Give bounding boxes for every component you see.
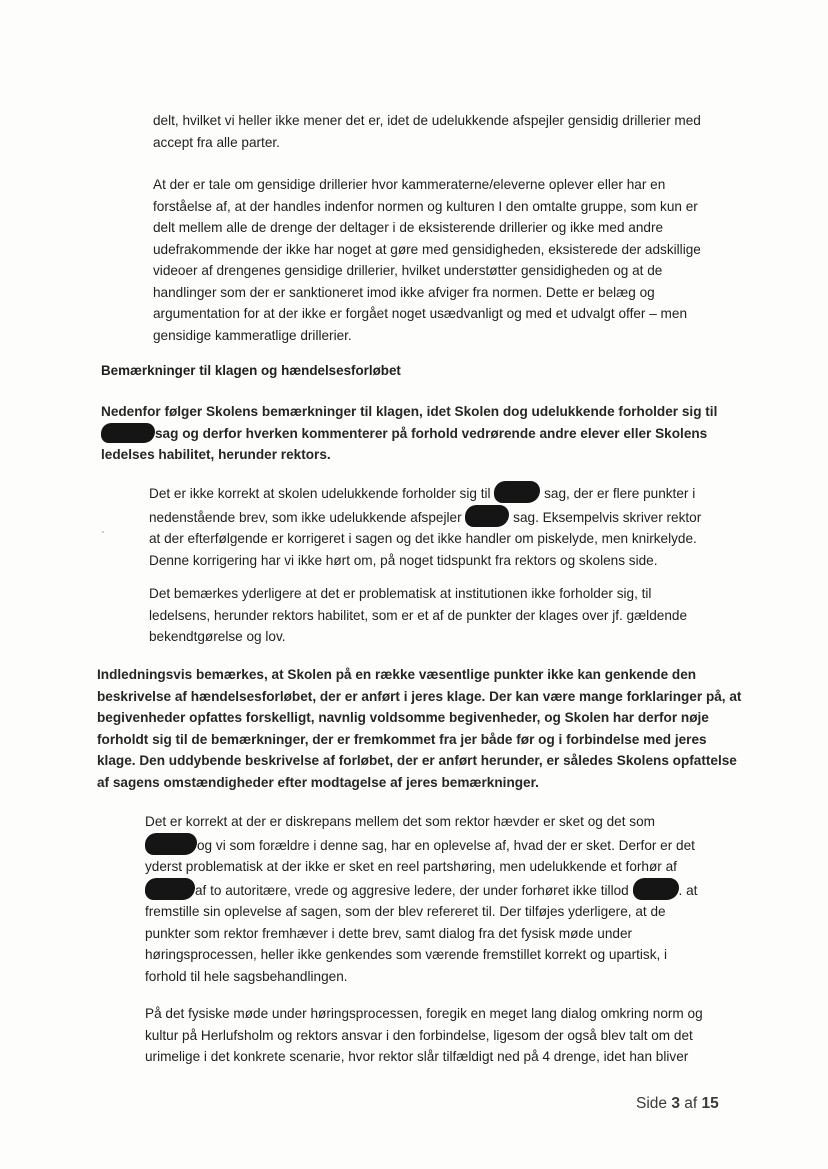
- scan-speck: [102, 531, 104, 533]
- text-line: Indledningsvis bemærkes, at Skolen på en række væsentlige punkter ikke kan genkende den: [97, 667, 697, 682]
- redaction-mark: [145, 833, 197, 855]
- text-line: yderst problematisk at der ikke er sket en reel partshøring, men udelukkende et forhør af: [145, 859, 677, 874]
- text-line: at der efterfølgende er korrigeret i sagen og det ikke handler om piskelyde, men knirkelyde.: [149, 531, 697, 546]
- text-fragment: sag. Eksempelvis skriver rektor: [513, 509, 702, 525]
- text-line: forståelse af, at der handles indenfor normen og kulturen I den omtalte gruppe, som kun er: [153, 198, 698, 214]
- text-fragment: og vi som forældre i denne sag, har en oplevelse af, hvad der er sket. Derfor er det: [197, 837, 695, 853]
- paragraph-8: [145, 1003, 703, 1068]
- redaction-mark: [101, 423, 155, 443]
- text-line: Nedenfor følger Skolens bemærkninger til klagen, idet Skolen dog udelukkende forholder sig til: [101, 404, 718, 419]
- text-fragment: Det er ikke korrekt at skolen udelukkende forholder sig til: [149, 486, 491, 501]
- text-line: [149, 481, 701, 505]
- paragraph-1: [153, 110, 701, 153]
- paragraph-6: [97, 664, 741, 793]
- text-line: ledelsens, herunder rektors habilitet, som er et af de punkter der klages over jf. gældende: [149, 607, 688, 623]
- text-line: Det er korrekt at der er diskrepans mellem det som rektor hævder er sket og det som: [145, 814, 655, 829]
- text-line: argumentation for at der ikke er forgået noget usædvanligt og med et udvalgt offer – men: [153, 306, 687, 321]
- text-line: begivenheder opfattes forskelligt, navnlig voldsomme begivenheder, og Skolen har derfor nøje: [97, 710, 709, 725]
- text-fragment: sag, der er flere punkter i: [544, 486, 696, 501]
- text-line: høringsprocessen, heller ikke genkendes som værende fremstillet korrekt og upartisk, i: [145, 947, 668, 962]
- text-line: bekendtgørelse og lov.: [149, 629, 286, 644]
- text-line: forholdt sig til de bemærkninger, der er fremkommet fra jer både før og i forbindelse med jeres: [97, 731, 707, 747]
- text-fragment: . at: [678, 882, 698, 898]
- text-fragment: nedenstående brev, som ikke udelukkende afspejler: [149, 509, 462, 525]
- page-number: [636, 1095, 719, 1113]
- paragraph-3: [101, 401, 717, 466]
- text-line: Det bemærkes yderligere at det er problematisk at institutionen ikke forholder sig, til: [149, 586, 652, 601]
- text-line: [145, 878, 697, 902]
- redaction-mark: [145, 878, 195, 900]
- text-line: gensidige kammeratlige drillerier.: [153, 327, 352, 343]
- redaction-mark: [633, 878, 679, 900]
- text-line: [149, 505, 701, 529]
- text-line: På det fysiske møde under høringsprocessen, foregik en meget lang dialog omkring norm og: [145, 1006, 703, 1021]
- text-line: forhold til hele sagsbehandlingen.: [145, 968, 348, 984]
- paragraph-5: [149, 583, 687, 648]
- redaction-mark: [494, 481, 540, 503]
- text-line: handlinger som der er sanktioneret imod ikke afviger fra normen. Dette er belæg og: [153, 284, 655, 300]
- paragraph-4: [149, 481, 701, 571]
- paragraph-7: [145, 811, 697, 987]
- text-line: ledelses habilitet, herunder rektors.: [101, 447, 331, 462]
- text-line: urimelige i det konkrete scenarie, hvor rektor slår tilfældigt ned på 4 drenge, idet han bliver: [145, 1049, 689, 1064]
- text-line: videoer af drengenes gensidige drillerier, hvilket understøtter gensidigheden og at de: [153, 263, 663, 278]
- redaction-mark: [465, 505, 509, 527]
- text-fragment: af to autoritære, vrede og aggresive ledere, der under forhøret ikke tillod: [195, 882, 629, 898]
- text-fragment: sag og derfor hverken kommenterer på forhold vedrørende andre elever eller Skolens: [155, 425, 708, 441]
- section-heading: Bemærkninger til klagen og hændelsesforløbet: [101, 363, 401, 378]
- text-line: [101, 423, 717, 445]
- text-line: fremstille sin oplevelse af sagen, som der blev refereret til. Der tilføjes yderligere, at de: [145, 904, 666, 919]
- text-line: klage. Den uddybende beskrivelse af forløbet, der er anført herunder, er således Skolens opfattelse: [97, 753, 737, 768]
- total-pages: 15: [701, 1095, 719, 1112]
- text-line: At der er tale om gensidige drillerier hvor kammeraterne/eleverne oplever eller har en: [153, 177, 666, 192]
- text-line: [145, 833, 697, 857]
- text-line: kultur på Herlufsholm og rektors ansvar i den forbindelse, ligesom der også blev talt om det: [145, 1027, 693, 1043]
- current-page: 3: [671, 1095, 680, 1112]
- text-line: Denne korrigering har vi ikke hørt om, på noget tidspunkt fra rektors og skolens side.: [149, 552, 658, 568]
- text-line: punkter som rektor fremhæver i dette brev, samt dialog fra det fysisk møde under: [145, 925, 633, 941]
- text-line: af sagens omstændigheder efter modtagelse af jeres bemærkninger.: [97, 774, 539, 790]
- text-line: delt, hvilket vi heller ikke mener det er, idet de udelukkende afspejler gensidig drillerier med: [153, 113, 701, 128]
- text-line: udefrakommende der ikke har noget at gøre med gensidigheden, eksisterede der adskillige: [153, 241, 701, 257]
- of-label: af: [684, 1095, 698, 1112]
- text-line: accept fra alle parter.: [153, 134, 280, 150]
- text-line: delt mellem alle de drenge der deltager i de eksisterende drillerier og ikke med andre: [153, 220, 664, 235]
- page-label: Side: [636, 1095, 668, 1112]
- text-line: beskrivelse af hændelsesforløbet, der er anført i jeres klage. Der kan være mange forklaringer på, at: [97, 688, 742, 704]
- paragraph-2: [153, 174, 701, 346]
